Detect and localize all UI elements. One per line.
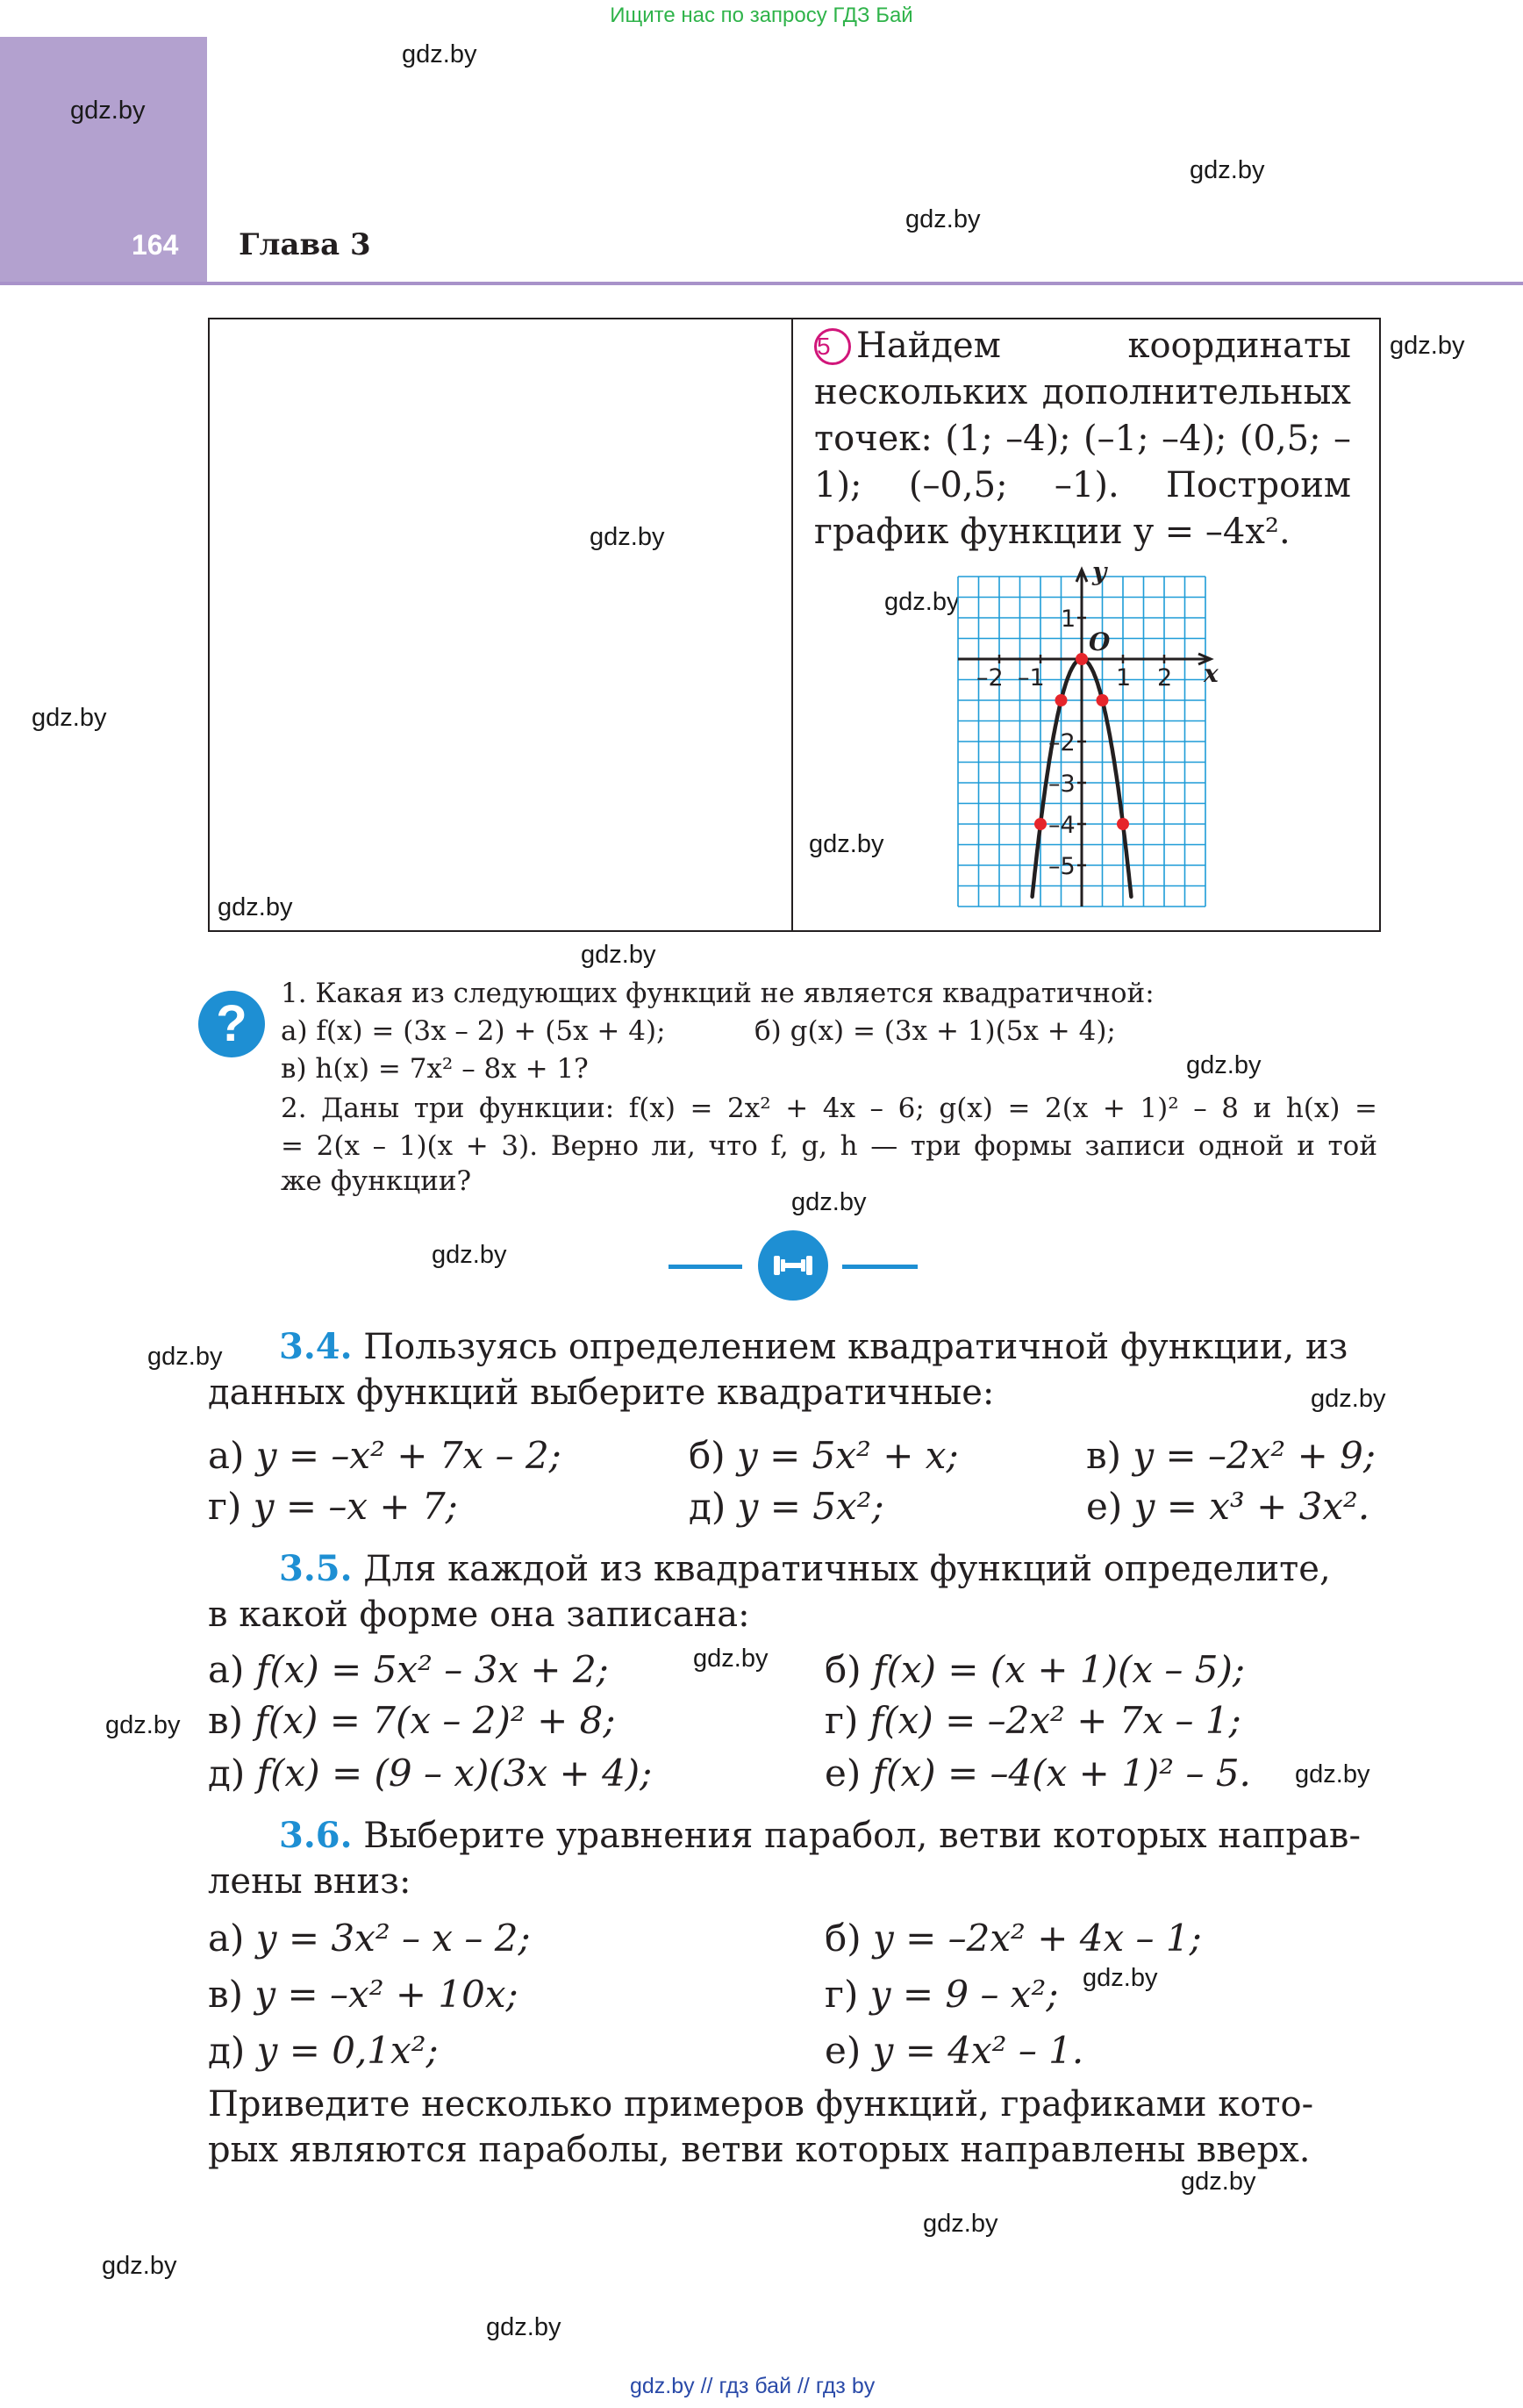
step-5-text [814, 323, 1351, 555]
problem-3-6-line-1 [279, 1813, 1361, 1859]
problem-3-5-text: Для каждой из квадратичных функций определите, [363, 1549, 1331, 1589]
y-tick-label: –2 [1048, 729, 1076, 756]
y-tick-label: –3 [1048, 770, 1076, 798]
chapter-title: Глава 3 [239, 227, 371, 262]
p36-option-f: е) y = 4x² – 1. [825, 2029, 1084, 2072]
table-divider [791, 319, 793, 930]
watermark: gdz.by [70, 97, 146, 125]
watermark: gdz.by [1083, 1964, 1158, 1992]
watermark: gdz.by [147, 1343, 223, 1371]
watermark: gdz.by [809, 830, 884, 858]
watermark: gdz.by [1186, 1051, 1262, 1079]
question-2-line-2: = 2(x – 1)(x + 3). Верно ли, что f, g, h — три формы записи одной и той [281, 1130, 1377, 1162]
dumbbell-icon [758, 1230, 828, 1301]
watermark: gdz.by [32, 704, 107, 732]
problem-3-6-text: Выберите уравнения парабол, ветви которых направ- [363, 1816, 1361, 1856]
data-point [1034, 818, 1047, 830]
watermark: gdz.by [105, 1711, 181, 1739]
x-axis-label: x [1204, 659, 1219, 688]
problem-3-4-number: 3.4. [279, 1326, 353, 1367]
problem-3-5-line-1 [279, 1546, 1331, 1592]
problem-3-5-line-2: в какой форме она записана: [208, 1595, 750, 1635]
x-tick-label: 1 [1116, 664, 1132, 692]
p36-option-e: д) y = 0,1x²; [208, 2029, 439, 2072]
question-1-option-b: б) g(x) = (3x + 1)(5x + 4); [754, 1015, 1116, 1047]
watermark: gdz.by [905, 205, 981, 233]
watermark: gdz.by [402, 40, 477, 68]
p36-option-c: в) y = –x² + 10x; [208, 1973, 518, 2016]
data-point [1055, 694, 1068, 706]
watermark: gdz.by [1295, 1760, 1370, 1788]
p35-option-b: б) f(x) = (x + 1)(x – 5); [825, 1648, 1246, 1691]
watermark: gdz.by [1311, 1385, 1386, 1413]
watermark: gdz.by [884, 588, 960, 616]
exercise-icon-circle [758, 1230, 828, 1301]
data-point [1117, 818, 1129, 830]
question-1-title: 1. Какая из следующих функций не является квадратичной: [281, 978, 1155, 1009]
separator-line-right [842, 1265, 918, 1269]
question-icon: ? [198, 991, 265, 1057]
top-banner[interactable]: Ищите нас по запросу ГДЗ Бай [610, 4, 913, 27]
p34-option-c: в) y = –2x² + 9; [1086, 1434, 1376, 1477]
question-1-option-a: а) f(x) = (3x – 2) + (5x + 4); [281, 1015, 666, 1047]
problem-3-6-line-2: лены вниз: [208, 1861, 411, 1902]
watermark: gdz.by [923, 2210, 998, 2238]
y-tick-label: –5 [1048, 853, 1076, 880]
watermark: gdz.by [590, 523, 665, 551]
separator-line-left [669, 1265, 742, 1269]
p35-option-c: в) f(x) = 7(x – 2)² + 8; [208, 1699, 616, 1742]
footer-links[interactable]: gdz.by // гдз бай // гдз by [630, 2374, 876, 2398]
question-1-option-c: в) h(x) = 7x² – 8x + 1? [281, 1053, 589, 1085]
header-rule [0, 282, 1523, 285]
watermark: gdz.by [1390, 332, 1465, 360]
step-5-number: 5 [814, 328, 851, 365]
question-2-line-3: же функции? [281, 1165, 472, 1197]
watermark: gdz.by [432, 1241, 507, 1269]
watermark: gdz.by [1181, 2168, 1256, 2196]
data-point [1097, 694, 1109, 706]
question-2-line-1: 2. Даны три функции: f(x) = 2x² + 4x – 6; g(x) = 2(x + 1)² – 8 и h(x) = [281, 1093, 1377, 1124]
p36-option-b: б) y = –2x² + 4x – 1; [825, 1917, 1202, 1960]
watermark: gdz.by [102, 2252, 177, 2280]
p36-option-d: г) y = 9 – x²; [825, 1973, 1059, 2016]
p34-option-b: б) y = 5x² + x; [689, 1434, 959, 1477]
p35-option-f: е) f(x) = –4(x + 1)² – 5. [825, 1752, 1251, 1795]
problem-3-4-text: Пользуясь определением квадратичной функции, из [363, 1327, 1348, 1367]
page-number: 164 [132, 229, 179, 261]
p35-option-d: г) f(x) = –2x² + 7x – 1; [825, 1699, 1241, 1742]
x-tick-label: 2 [1157, 664, 1173, 692]
p34-option-e: д) y = 5x²; [689, 1485, 884, 1528]
p36-option-a: а) y = 3x² – x – 2; [208, 1917, 531, 1960]
watermark: gdz.by [1190, 156, 1265, 184]
origin-label: O [1089, 627, 1111, 656]
x-tick-label: –1 [1018, 664, 1045, 692]
y-axis-label: y [1092, 562, 1107, 586]
watermark: gdz.by [218, 893, 293, 921]
problem-3-6-tail-1: Приведите несколько примеров функций, графиками кото- [208, 2084, 1314, 2125]
step-5-body: Найдем координаты нескольких дополнительных точек: (1; –4); (–1; –4); (0,5; –1); (–0,5; –1). Построим график функции y = –4x². [814, 326, 1351, 552]
p34-option-f: е) y = x³ + 3x². [1086, 1485, 1370, 1528]
p34-option-a: а) y = –x² + 7x – 2; [208, 1434, 561, 1477]
data-point [1076, 653, 1088, 665]
parabola-graph [947, 562, 1228, 913]
watermark: gdz.by [693, 1645, 769, 1673]
watermark: gdz.by [486, 2313, 561, 2341]
problem-3-4-line-2: данных функций выберите квадратичные: [208, 1372, 995, 1413]
p34-option-d: г) y = –x + 7; [208, 1485, 458, 1528]
x-tick-label: –2 [976, 664, 1004, 692]
watermark: gdz.by [791, 1188, 867, 1216]
problem-3-6-tail-2: рых являются параболы, ветви которых направлены вверх. [208, 2130, 1311, 2170]
problem-3-6-number: 3.6. [279, 1815, 353, 1856]
problem-3-5-number: 3.5. [279, 1548, 353, 1589]
p35-option-a: а) f(x) = 5x² – 3x + 2; [208, 1648, 609, 1691]
y-tick-label: –4 [1048, 812, 1076, 839]
p35-option-e: д) f(x) = (9 – x)(3x + 4); [208, 1752, 653, 1795]
y-tick-label: 1 [1061, 606, 1076, 633]
watermark: gdz.by [581, 941, 656, 969]
problem-3-4-line-1 [279, 1324, 1348, 1370]
